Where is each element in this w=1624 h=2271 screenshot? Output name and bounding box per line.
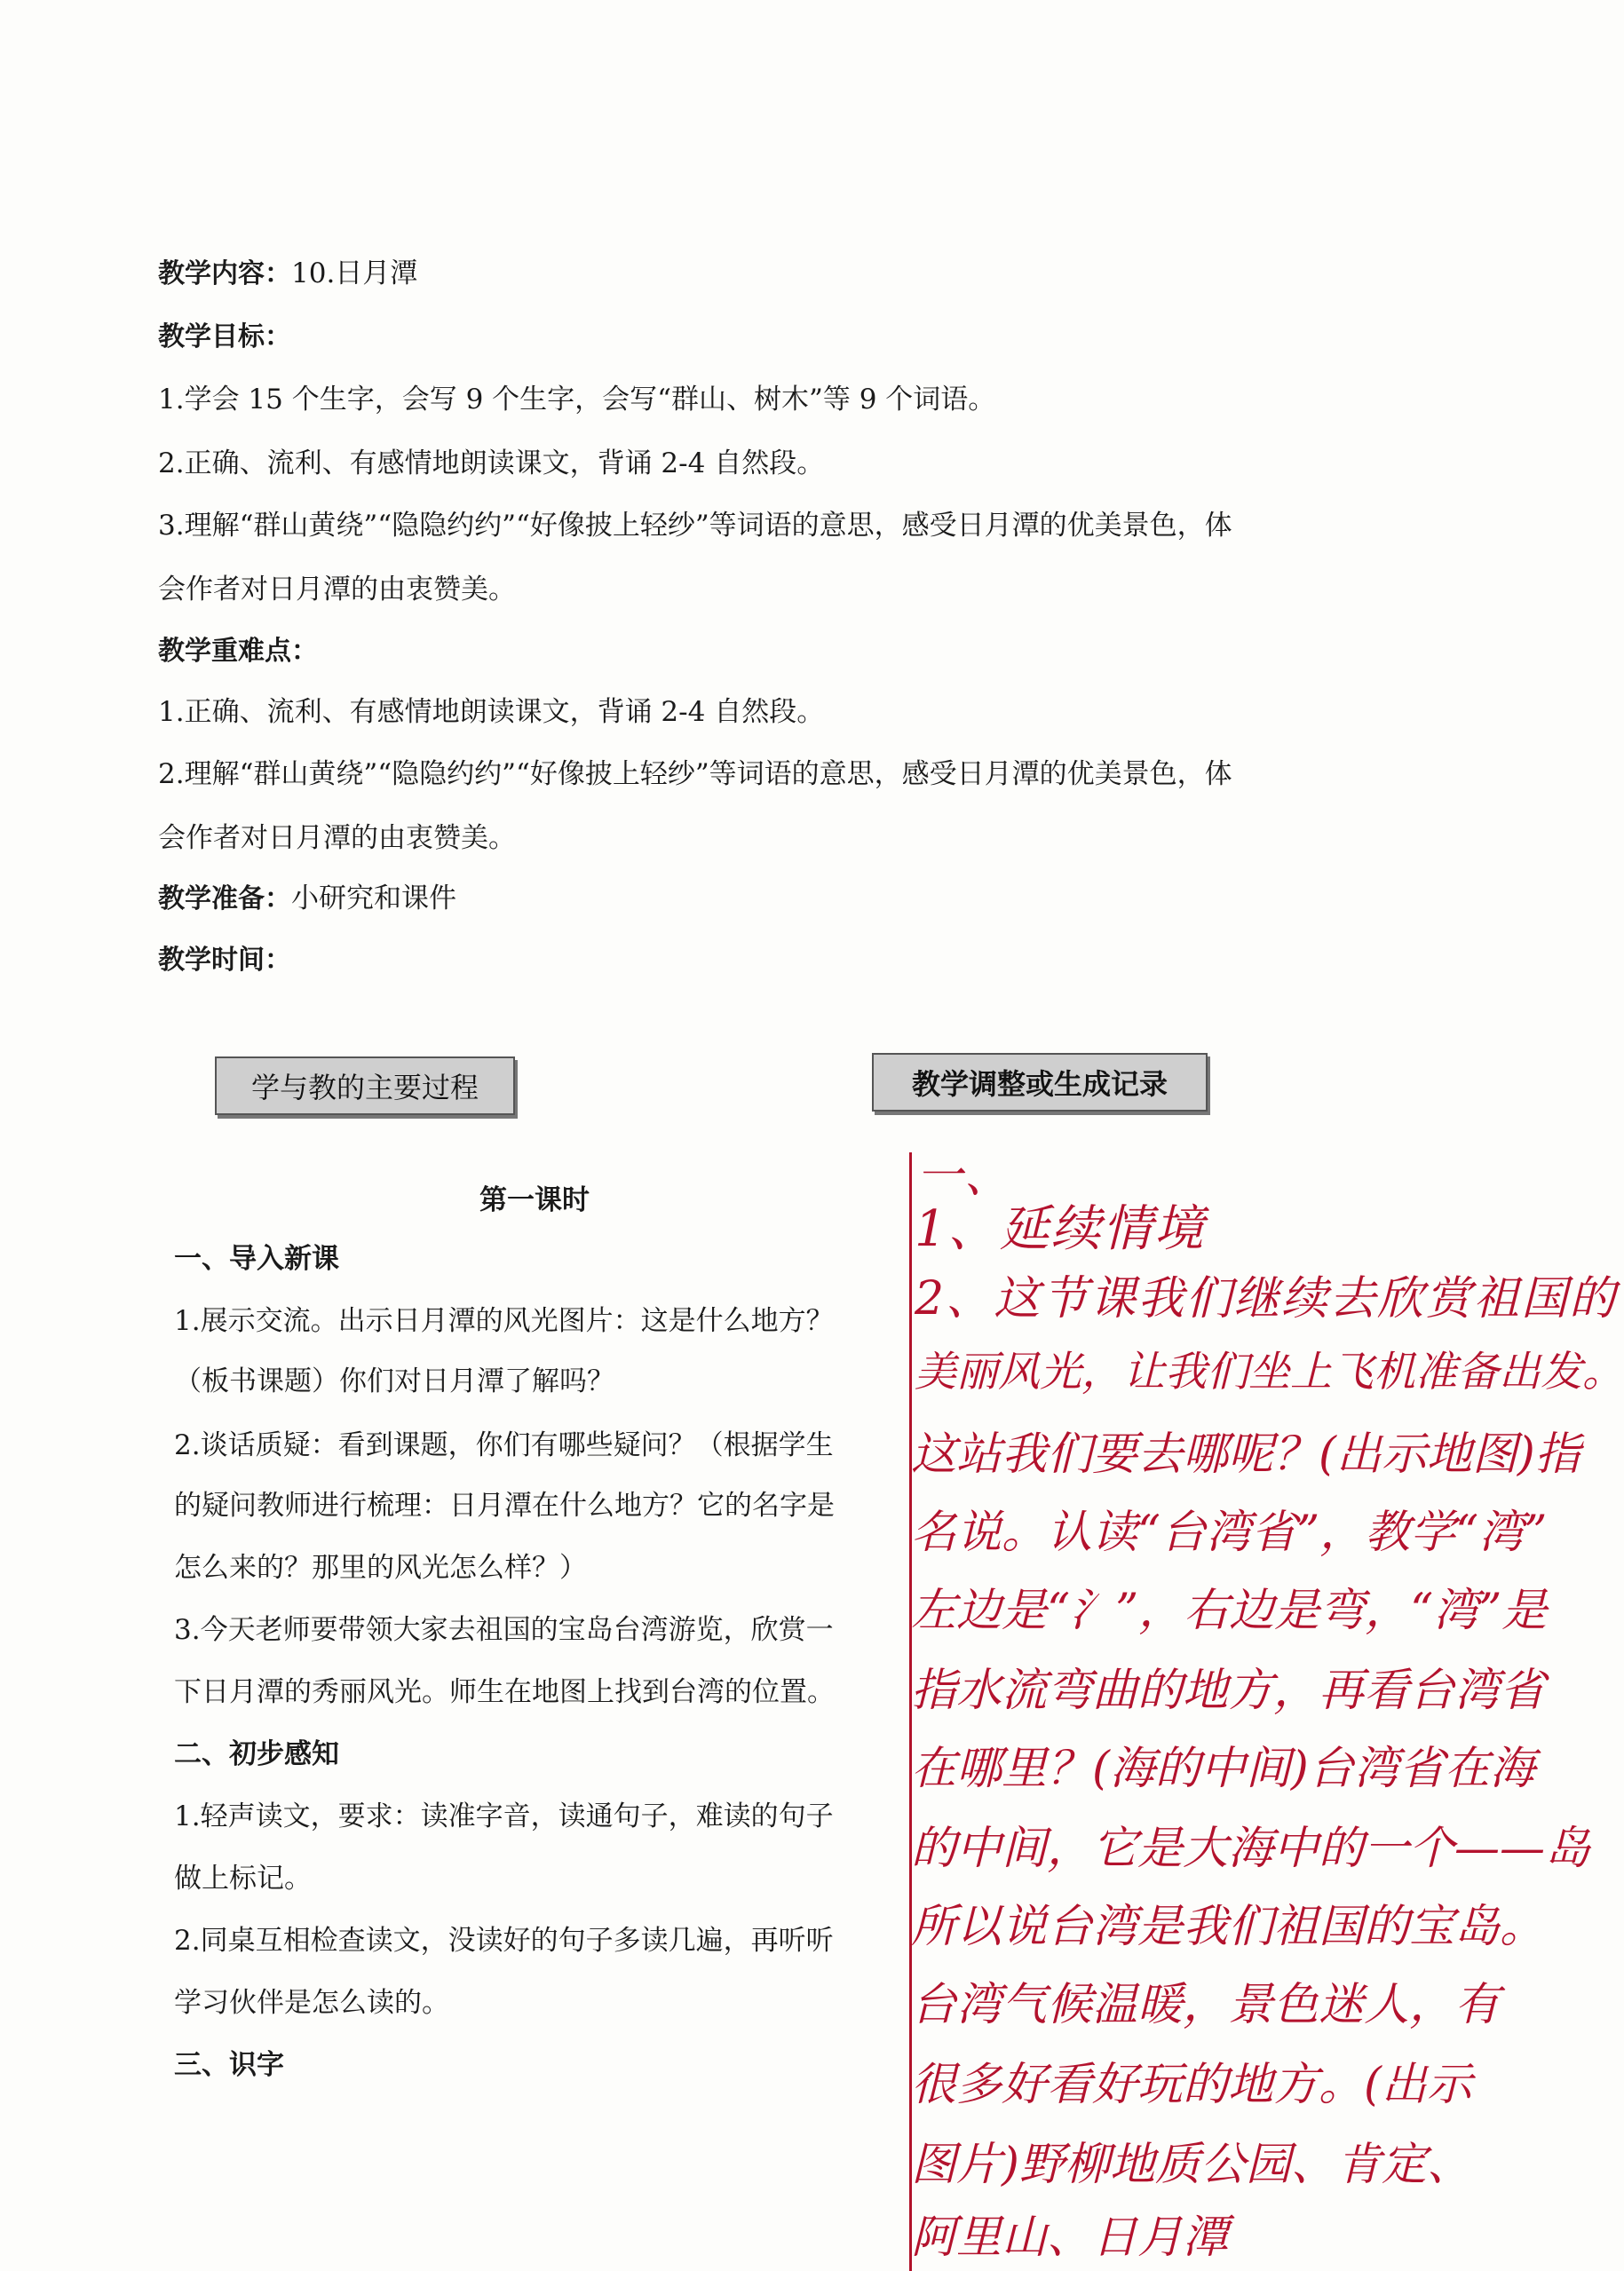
goals-label: 教学目标： xyxy=(158,321,291,352)
key-line: 2.理解“群山黄绕”“隐隐约约”“好像披上轻纱”等词语的意思，感受日月潭的优美景色，体 xyxy=(158,758,1232,790)
handwritten-line: 图片)野柳地质公园、肯定、 xyxy=(911,2139,1472,2191)
goal-line: 2.正确、流利、有感情地朗读课文，背诵 2-4 自然段。 xyxy=(158,447,825,479)
handwritten-line: 美丽风光，让我们坐上飞机准备出发。 xyxy=(915,1348,1624,1397)
prep-label: 教学准备： xyxy=(158,883,291,914)
key-label: 教学重难点： xyxy=(158,636,318,667)
content-label: 教学内容： xyxy=(158,258,291,289)
key-line: 会作者对日月潭的由衷赞美。 xyxy=(158,822,516,854)
handwritten-line: 名说。认读“台湾省”，教学“湾” xyxy=(911,1507,1548,1559)
lesson-line: 做上标记。 xyxy=(174,1863,312,1895)
lesson-line: 2.同桌互相检查读文，没读好的句子多读几遍，再听听 xyxy=(174,1925,834,1957)
handwritten-line: 台湾气候温暖，景色迷人，有 xyxy=(911,1979,1501,2031)
lesson-line: （板书课题）你们对日月潭了解吗？ xyxy=(174,1365,614,1397)
key-line: 1.正确、流利、有感情地朗读课文，背诵 2-4 自然段。 xyxy=(158,696,825,728)
prep-value: 小研究和课件 xyxy=(291,882,456,914)
goal-line: 1.学会 15 个生字，会写 9 个生字，会写“群山、树木”等 9 个词语。 xyxy=(158,384,996,415)
handwritten-line: 2、这节课我们继续去欣赏祖国的 xyxy=(915,1272,1618,1325)
lesson-line: 学习伙伴是怎么读的。 xyxy=(174,1987,449,2019)
lesson-line: 1.展示交流。出示日月潭的风光图片：这是什么地方？ xyxy=(174,1305,834,1337)
handwritten-line: 这站我们要去哪呢？(出示地图)指 xyxy=(911,1428,1580,1481)
handwritten-line: 很多好看好玩的地方。(出示 xyxy=(911,2059,1472,2111)
handwritten-line: 在哪里？(海的中间)台湾省在海 xyxy=(911,1743,1535,1795)
handwritten-line: 所以说台湾是我们祖国的宝岛。 xyxy=(911,1901,1546,1953)
lesson-line: 1.轻声读文，要求：读准字音，读通句子，难读的句子 xyxy=(174,1800,834,1832)
content-row xyxy=(158,250,417,290)
section-heading: 一、导入新课 xyxy=(174,1243,339,1275)
goal-line: 会作者对日月潭的由衷赞美。 xyxy=(158,574,516,605)
handwritten-line: 阿里山、日月潭 xyxy=(911,2212,1229,2264)
handwritten-line: 左边是“氵”，右边是弯，“湾”是 xyxy=(911,1585,1548,1637)
lesson-line: 下日月潭的秀丽风光。师生在地图上找到台湾的位置。 xyxy=(174,1676,835,1708)
lesson-line: 3.今天老师要带领大家去祖国的宝岛台湾游览，欣赏一 xyxy=(174,1614,834,1646)
handwritten-line: 的中间，它是大海中的一个——岛 xyxy=(911,1823,1591,1875)
handwritten-line: 1、延续情境 xyxy=(915,1200,1206,1258)
section-heading: 二、初步感知 xyxy=(174,1738,339,1770)
record-box-label: 教学调整或生成记录 xyxy=(872,1053,1208,1112)
handwritten-line: 一、 xyxy=(916,1150,1013,1203)
prep-row xyxy=(158,875,456,915)
lesson-title: 第一课时 xyxy=(479,1184,590,1216)
goal-line: 3.理解“群山黄绕”“隐隐约约”“好像披上轻纱”等词语的意思，感受日月潭的优美景色，体 xyxy=(158,510,1232,542)
lesson-line: 怎么来的？那里的风光怎么样？） xyxy=(174,1552,587,1584)
time-label: 教学时间： xyxy=(158,945,291,976)
section-heading: 三、识字 xyxy=(174,2049,284,2081)
lesson-line: 2.谈话质疑：看到课题，你们有哪些疑问？（根据学生 xyxy=(174,1429,834,1461)
content-value: 10.日月潭 xyxy=(291,257,418,289)
process-box-label: 学与教的主要过程 xyxy=(215,1056,515,1115)
handwritten-line: 指水流弯曲的地方，再看台湾省 xyxy=(911,1665,1546,1717)
lesson-line: 的疑问教师进行梳理：日月潭在什么地方？它的名字是 xyxy=(174,1490,835,1522)
